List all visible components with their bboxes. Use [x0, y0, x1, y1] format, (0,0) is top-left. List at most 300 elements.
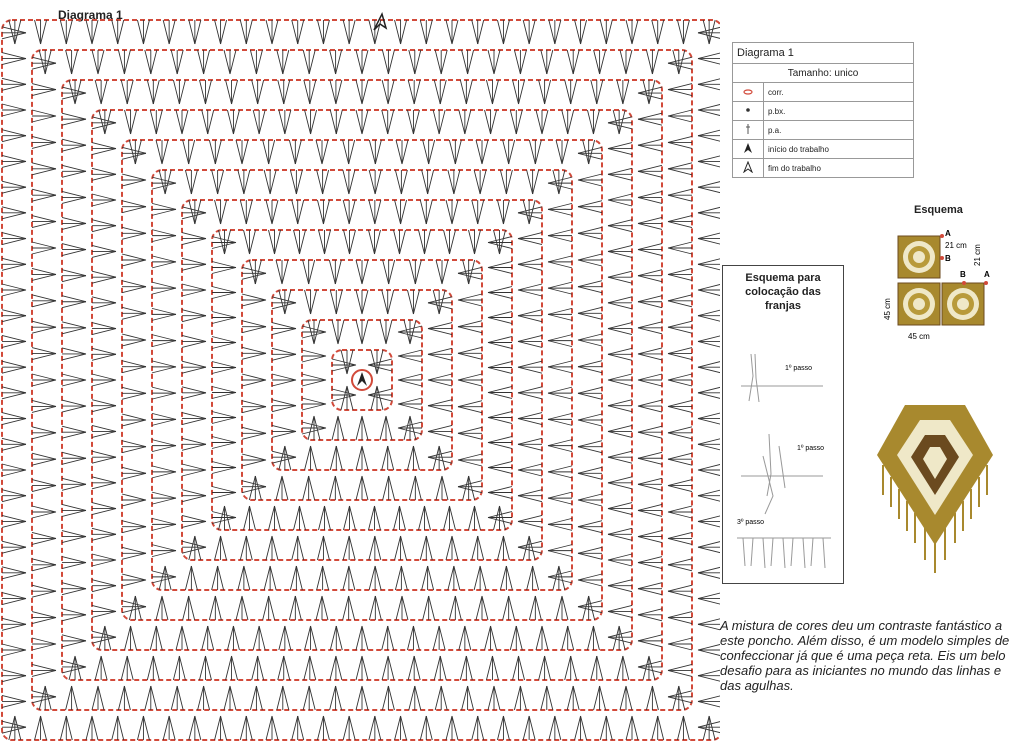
dc-stitch [420, 536, 426, 560]
dc-stitch [450, 506, 456, 530]
dc-stitch [375, 140, 381, 164]
dc-stitch [246, 200, 252, 224]
dc-stitch [189, 200, 195, 224]
dc-stitch [69, 80, 75, 104]
dc-stitch [398, 380, 422, 386]
dc-stitch [176, 626, 182, 650]
legend-label: p.bx. [764, 102, 914, 121]
dc-stitch [638, 250, 662, 256]
dc-stitch [221, 536, 227, 560]
dc-stitch [658, 20, 664, 44]
dc-stitch [212, 293, 236, 299]
dc-stitch [2, 393, 26, 399]
dc-stitch [548, 262, 572, 268]
end-arrow-icon [733, 159, 764, 178]
dc-stitch [545, 656, 551, 680]
dc-stitch [62, 531, 86, 537]
dc-stitch [258, 80, 264, 104]
dc-stitch [668, 559, 692, 565]
dc-stitch [497, 536, 503, 560]
dc-stitch [62, 250, 86, 256]
dc-stitch [32, 321, 56, 327]
dc-stitch [227, 626, 233, 650]
dc-stitch [468, 50, 474, 74]
dc-stitch [407, 110, 413, 134]
dc-stitch [92, 509, 116, 515]
dc-stitch [668, 116, 692, 122]
dc-stitch [698, 181, 720, 187]
dc-stitch [156, 140, 162, 164]
dc-stitch [568, 110, 574, 134]
dc-stitch [152, 545, 176, 551]
panel-bottom-left [898, 283, 940, 325]
dc-stitch [458, 321, 482, 327]
dc-stitch [480, 170, 486, 194]
dc-stitch [362, 656, 368, 680]
dc-stitch [294, 230, 300, 254]
dc-stitch [559, 170, 565, 194]
dc-stitch [548, 230, 572, 236]
dc-stitch [535, 140, 541, 164]
dc-stitch [343, 716, 349, 740]
dc-stitch [215, 716, 221, 740]
dc-stitch [638, 171, 662, 177]
dc-stitch [492, 656, 498, 680]
dc-stitch [92, 251, 116, 257]
dc-stitch [343, 200, 349, 224]
dc-stitch [129, 596, 135, 620]
dc-stitch [242, 321, 266, 327]
dc-stitch [152, 472, 176, 478]
dc-stitch [332, 416, 338, 440]
dc-stitch [578, 521, 602, 527]
dc-stitch [698, 387, 720, 393]
dc-stitch [122, 260, 146, 266]
legend-label: fim do trabalho [764, 159, 914, 178]
dc-stitch [285, 626, 291, 650]
dc-stitch [434, 656, 440, 680]
dc-stitch [92, 117, 116, 123]
dc-stitch [698, 567, 720, 573]
dc-stitch [608, 200, 632, 206]
dc-stitch [535, 596, 541, 620]
dc-stitch [182, 264, 206, 270]
dc-stitch [514, 686, 520, 710]
dc-stitch [638, 641, 662, 647]
dc-stitch [608, 149, 632, 155]
dc-stitch [285, 290, 291, 314]
dc-stitch [152, 262, 176, 268]
dc-stitch [2, 670, 26, 676]
dc-stitch [152, 282, 176, 288]
dc-stitch [32, 512, 56, 518]
dc-stitch [668, 538, 692, 544]
dc-stitch [2, 413, 26, 419]
dc-stitch [578, 254, 602, 260]
dc-stitch [454, 170, 460, 194]
dc-stitch [409, 260, 415, 284]
dc-stitch [638, 563, 662, 569]
dc-stitch [349, 596, 355, 620]
dc-stitch [440, 656, 446, 680]
legend-row [733, 102, 914, 121]
dc-stitch [224, 686, 230, 710]
dc-stitch [332, 359, 356, 365]
dc-stitch [578, 553, 602, 559]
dc-stitch [62, 171, 86, 177]
dc-stitch [32, 374, 56, 380]
dc-stitch [292, 536, 298, 560]
dc-stitch [2, 53, 26, 59]
dc-stitch [32, 644, 56, 650]
dc-stitch [189, 536, 195, 560]
dc-stitch [2, 27, 26, 33]
dc-stitch [513, 656, 519, 680]
dc-stitch [441, 686, 447, 710]
dc-stitch [608, 271, 632, 277]
dc-stitch [62, 484, 86, 490]
dc-stitch [191, 170, 197, 194]
dc-stitch [62, 87, 86, 93]
dc-stitch [182, 110, 188, 134]
dc-stitch [2, 258, 26, 264]
dc-stitch [419, 506, 425, 530]
dc-stitch [377, 350, 383, 374]
dc-stitch [183, 596, 189, 620]
dc-stitch [578, 260, 602, 266]
dc-stitch [98, 686, 104, 710]
dc-stitch [300, 506, 306, 530]
dc-stitch [253, 110, 259, 134]
dc-stitch [289, 140, 295, 164]
dc-stitch [518, 316, 542, 322]
dc-stitch [626, 686, 632, 710]
dc-stitch [548, 440, 572, 446]
dc-stitch [469, 230, 475, 254]
dc-stitch [362, 290, 368, 314]
dc-stitch [303, 686, 309, 710]
dc-stitch [362, 110, 368, 134]
dc-stitch [388, 686, 394, 710]
dc-stitch [401, 566, 407, 590]
dc-stitch [92, 168, 116, 174]
dc-stitch [518, 438, 542, 444]
dc-stitch [488, 493, 512, 499]
dc-stitch [99, 110, 105, 134]
dc-stitch [462, 686, 468, 710]
dc-stitch [242, 401, 266, 407]
dc-stitch [433, 290, 439, 314]
dc-stitch [608, 503, 632, 509]
legend-row [733, 159, 914, 178]
dc-stitch [668, 169, 692, 175]
dc-stitch [428, 400, 452, 406]
dc-stitch [698, 233, 720, 239]
dc-stitch [578, 500, 602, 506]
dc-stitch [298, 716, 304, 740]
dc-stitch [2, 727, 26, 733]
dc-stitch [548, 282, 572, 288]
dc-stitch [272, 20, 278, 44]
dc-stitch [369, 716, 375, 740]
dc-stitch [606, 20, 612, 44]
dc-stitch [212, 412, 236, 418]
dc-stitch [2, 33, 26, 39]
dc-stitch [338, 320, 344, 344]
dc-stitch [698, 310, 720, 316]
dc-stitch [382, 50, 388, 74]
dc-stitch [343, 596, 349, 620]
dc-stitch [458, 327, 482, 333]
esquema-title: Esquema [914, 204, 963, 216]
dc-stitch [518, 361, 542, 367]
dc-stitch [555, 20, 561, 44]
dc-stitch [336, 446, 342, 470]
dc-stitch [565, 80, 571, 104]
dc-stitch [369, 536, 375, 560]
dc-stitch [32, 486, 56, 492]
dc-stitch [221, 20, 227, 44]
label-a-top: A [945, 229, 951, 238]
dc-stitch [436, 476, 442, 500]
dc-stitch [311, 110, 317, 134]
dc-stitch [594, 686, 600, 710]
dc-stitch [415, 260, 421, 284]
dc-stitch [2, 650, 26, 656]
dc-stitch [356, 290, 362, 314]
dc-stitch [316, 596, 322, 620]
dc-stitch [122, 473, 146, 479]
dc-stitch [32, 400, 56, 406]
dc-stitch [122, 521, 146, 527]
dc-stitch [323, 20, 329, 44]
dc-stitch [698, 84, 720, 90]
dc-stitch [122, 254, 146, 260]
dc-stitch [182, 438, 206, 444]
dc-stitch [578, 547, 602, 553]
dc-stitch [608, 611, 632, 617]
dc-stitch [122, 607, 146, 613]
dc-stitch [66, 686, 72, 710]
dc-stitch [32, 532, 56, 538]
dc-stitch [567, 686, 573, 710]
dc-stitch [442, 260, 448, 284]
dc-stitch [472, 536, 478, 560]
dc-stitch [608, 174, 632, 180]
dc-stitch [608, 586, 632, 592]
dc-stitch [433, 446, 439, 470]
dc-stitch [279, 110, 285, 134]
dc-stitch [242, 327, 266, 333]
dc-stitch [518, 207, 542, 213]
dc-stitch [435, 686, 441, 710]
dc-stitch [523, 716, 529, 740]
dc-stitch [2, 284, 26, 290]
dc-stitch [488, 50, 494, 74]
dc-stitch [2, 310, 26, 316]
dc-stitch [578, 287, 602, 293]
dc-stitch [250, 686, 256, 710]
dc-stitch [2, 593, 26, 599]
dc-stitch [2, 187, 26, 193]
dc-stitch [250, 506, 256, 530]
dc-stitch [608, 168, 632, 174]
dc-stitch [92, 20, 98, 44]
dc-stitch [242, 353, 266, 359]
dc-stitch [275, 230, 281, 254]
dc-stitch [252, 656, 258, 680]
dc-stitch [325, 506, 331, 530]
dc-stitch [536, 626, 542, 650]
dc-stitch [272, 431, 296, 437]
dc-stitch [668, 222, 692, 228]
dc-stitch [92, 374, 116, 380]
dc-stitch [458, 487, 482, 493]
dc-stitch [62, 165, 86, 171]
dc-stitch [122, 174, 146, 180]
dc-stitch [428, 457, 452, 463]
dc-stitch [101, 656, 107, 680]
dc-stitch [305, 446, 311, 470]
dc-stitch [212, 468, 236, 474]
dc-stitch [698, 104, 720, 110]
dc-stitch [92, 528, 116, 534]
dc-stitch [212, 462, 236, 468]
dc-stitch [122, 313, 146, 319]
dc-stitch [122, 574, 146, 580]
dc-stitch [279, 446, 285, 470]
dc-stitch [608, 220, 632, 226]
dc-stitch [62, 478, 86, 484]
dc-stitch [593, 110, 599, 134]
dc-stitch [436, 260, 442, 284]
dc-stitch [613, 626, 619, 650]
dc-stitch [407, 290, 413, 314]
dc-stitch [619, 626, 625, 650]
dc-stitch [198, 686, 204, 710]
dc-stitch [398, 356, 422, 362]
dc-stitch [310, 656, 316, 680]
dc-stitch [122, 447, 146, 453]
dc-stitch [330, 50, 336, 74]
dc-stitch [122, 393, 146, 399]
dc-stitch [118, 686, 124, 710]
dc-stitch [452, 716, 458, 740]
dc-stitch [383, 476, 389, 500]
dc-stitch [246, 20, 252, 44]
dc-stitch [182, 290, 206, 296]
dc-stitch [452, 536, 458, 560]
dc-stitch [92, 503, 116, 509]
dc-stitch [575, 20, 581, 44]
dc-stitch [62, 452, 86, 458]
dc-stitch [450, 230, 456, 254]
dc-stitch [578, 334, 602, 340]
dc-stitch [224, 50, 230, 74]
dc-stitch [92, 323, 116, 329]
dc-stitch [536, 110, 542, 134]
dc-stitch [518, 367, 542, 373]
dc-stitch [389, 260, 395, 284]
dc-stitch [509, 596, 515, 620]
dc-stitch [62, 380, 86, 386]
dc-stitch [516, 110, 522, 134]
dc-stitch [332, 365, 356, 371]
dc-stitch [205, 656, 211, 680]
dc-stitch [468, 686, 474, 710]
dc-stitch [698, 444, 720, 450]
dc-stitch [698, 618, 720, 624]
dc-stitch [529, 536, 535, 560]
dc-stitch [137, 716, 143, 740]
dc-stitch [233, 110, 239, 134]
dc-stitch [92, 451, 116, 457]
esquema-schematic [880, 228, 1020, 348]
dc-stitch [591, 80, 597, 104]
panel-bottom-right [942, 283, 984, 325]
dc-stitch [400, 230, 406, 254]
dc-stitch [608, 226, 632, 232]
dc-stitch [347, 350, 353, 374]
dc-stitch [608, 380, 632, 386]
dc-stitch [362, 416, 368, 440]
dc-stitch [698, 573, 720, 579]
dc-stitch [638, 557, 662, 563]
dc-stitch [442, 476, 448, 500]
dc-stitch [382, 446, 388, 470]
dc-stitch [382, 80, 388, 104]
dc-stitch [32, 459, 56, 465]
dc-stitch [458, 374, 482, 380]
dc-stitch [482, 596, 488, 620]
dc-stitch [527, 170, 533, 194]
dc-stitch [32, 506, 56, 512]
dc-stitch [62, 354, 86, 360]
dc-stitch [152, 498, 176, 504]
dc-stitch [380, 320, 386, 344]
dc-stitch [62, 609, 86, 615]
dc-stitch [92, 586, 116, 592]
dc-stitch [668, 644, 692, 650]
dc-stitch [272, 348, 296, 354]
dc-stitch [169, 20, 175, 44]
dc-stitch [698, 593, 720, 599]
dc-stitch [270, 170, 276, 194]
dc-stitch [638, 380, 662, 386]
dc-stitch [152, 335, 176, 341]
dc-stitch [171, 50, 177, 74]
dc-stitch [518, 258, 542, 264]
dc-stitch [356, 476, 362, 500]
dc-stitch [122, 553, 146, 559]
dc-stitch [332, 389, 356, 395]
dc-stitch [2, 290, 26, 296]
dc-stitch [212, 262, 236, 268]
dc-stitch [668, 591, 692, 597]
dc-stitch [428, 431, 452, 437]
dc-stitch [369, 170, 375, 194]
dc-stitch [594, 50, 600, 74]
dc-stitch [32, 90, 56, 96]
dc-stitch [32, 612, 56, 618]
dc-stitch [414, 656, 420, 680]
dc-stitch [272, 303, 296, 309]
dc-stitch [302, 404, 326, 410]
dc-stitch [518, 464, 542, 470]
dc-stitch [305, 110, 311, 134]
dc-stitch [448, 170, 454, 194]
dim-21-right: 21 cm [973, 244, 982, 266]
